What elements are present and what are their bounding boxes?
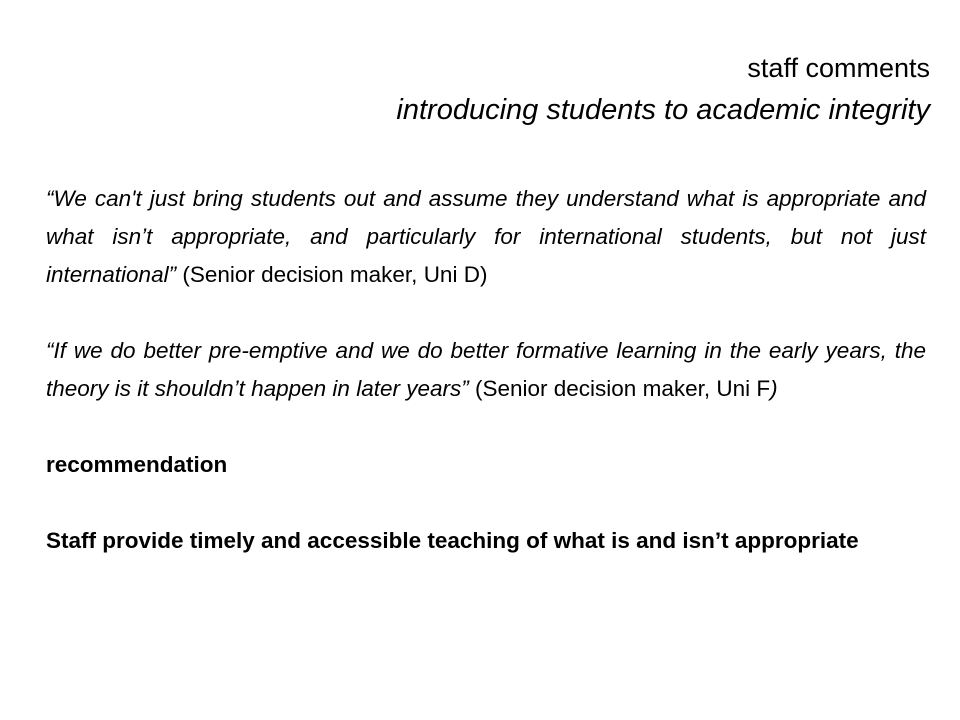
spacer: [46, 484, 926, 522]
recommendation-text: Staff provide timely and accessible teaching of what is and isn’t appropriate: [46, 528, 859, 553]
recommendation-heading: recommendation: [46, 452, 228, 477]
quote-1-attribution: (Senior decision maker, Uni D): [176, 262, 488, 287]
quote-2-attribution: (Senior decision maker, Uni F: [468, 376, 771, 401]
quote-1: [46, 180, 926, 294]
title-block: [396, 48, 930, 130]
quote-2-text: “If we do better pre-emptive and we do better formative learning in the early years, the theory is it shouldn’t happen in later years”: [46, 338, 926, 401]
slide-body: [46, 180, 926, 560]
spacer: [46, 294, 926, 332]
quote-2-attribution-close: ): [770, 376, 778, 401]
quote-2: [46, 332, 926, 408]
quote-1-text: “We can't just bring students out and assume they understand what is appropriate and what isn’t appropriate, and particularly for international students, but not just international”: [46, 186, 926, 287]
slide-subtitle: introducing students to academic integrity: [396, 94, 930, 126]
slide-title: staff comments: [747, 53, 930, 83]
spacer: [46, 408, 926, 446]
